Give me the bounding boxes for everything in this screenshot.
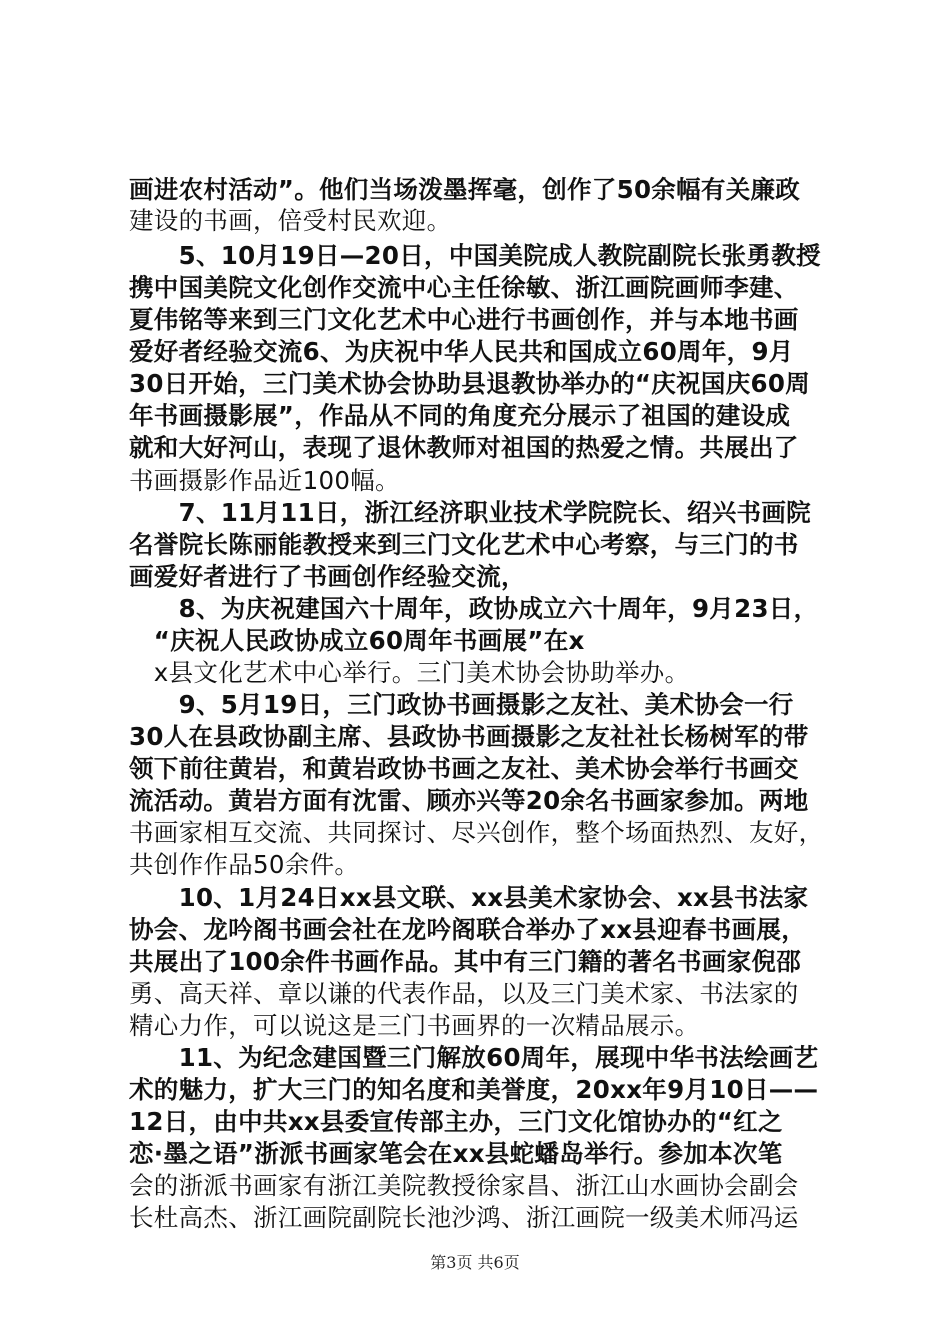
text-line: “庆祝人民政协成立60周年书画展”在x: [129, 626, 585, 655]
text-line: 12日，由中共xx县委宣传部主办，三门文化馆协办的“红之: [129, 1107, 783, 1136]
text-line: 10、1月24日xx县文联、xx县美术家协会、xx县书法家: [129, 883, 809, 912]
text-line: 共创作作品50余件。: [129, 850, 360, 879]
text-line: 术的魅力，扩大三门的知名度和美誉度，20xx年9月10日——: [129, 1075, 819, 1104]
text-line: 11、为纪念建国暨三门解放60周年，展现中华书法绘画艺: [129, 1043, 819, 1072]
text-line: 9、5月19日，三门政协书画摄影之友社、美术协会一行: [129, 690, 794, 719]
text-line: 7、11月11日，浙江经济职业技术学院院长、绍兴书画院: [129, 498, 811, 527]
text-line: 30日开始，三门美术协会协助县退教协举办的“庆祝国庆60周: [129, 369, 810, 398]
page-footer: 第3页 共6页: [430, 1253, 520, 1272]
text-line: 书画摄影作品近100幅。: [129, 466, 400, 495]
text-line: 8、为庆祝建国六十周年，政协成立六十周年，9月23日，: [129, 594, 819, 623]
text-line: 5、10月19日—20日，中国美院成人教院副院长张勇教授: [129, 241, 821, 270]
text-line: 长杜高杰、浙江画院副院长池沙鸿、浙江画院一级美术师冯运: [129, 1203, 799, 1232]
text-line: x县文化艺术中心举行。三门美术协会协助举办。: [129, 658, 690, 687]
text-line: 恋·墨之语”浙派书画家笔会在xx县蛇蟠岛举行。参加本次笔: [129, 1139, 783, 1168]
text-line: 名誉院长陈丽能教授来到三门文化艺术中心考察，与三门的书: [129, 530, 799, 559]
text-line: 勇、高天祥、章以谦的代表作品，以及三门美术家、书法家的: [129, 979, 799, 1008]
text-line: 会的浙派书画家有浙江美院教授徐家昌、浙江山水画协会副会: [129, 1171, 799, 1200]
text-line: 协会、龙吟阁书画会社在龙吟阁联合举办了xx县迎春书画展，: [129, 915, 807, 944]
text-line: 画进农村活动”。他们当场泼墨挥毫，创作了50余幅有关廉政: [129, 175, 801, 204]
text-line: 画爱好者进行了书画创作经验交流，: [129, 562, 526, 591]
text-line: 书画家相互交流、共同探讨、尽兴创作，整个场面热烈、友好，: [129, 818, 824, 847]
text-line: 流活动。黄岩方面有沈雷、顾亦兴等20余名书画家参加。两地: [129, 786, 809, 815]
text-line: 领下前往黄岩，和黄岩政协书画之友社、美术协会举行书画交: [129, 754, 799, 783]
text-line: 共展出了100余件书画作品。其中有三门籍的著名书画家倪邵: [129, 947, 802, 976]
text-line: 30人在县政协副主席、县政协书画摄影之友社社长杨树军的带: [129, 722, 809, 751]
text-line: 夏伟铭等来到三门文化艺术中心进行书画创作，并与本地书画: [129, 305, 799, 334]
text-line: 携中国美院文化创作交流中心主任徐敏、浙江画院画师李建、: [129, 273, 799, 302]
text-line: 爱好者经验交流6、为庆祝中华人民共和国成立60周年，9月: [129, 337, 794, 366]
text-line: 就和大好河山，表现了退休教师对祖国的热爱之情。共展出了: [129, 433, 799, 462]
text-line: 建设的书画，倍受村民欢迎。: [129, 206, 452, 235]
text-line: 年书画摄影展”，作品从不同的角度充分展示了祖国的建设成: [129, 401, 791, 430]
text-line: 精心力作，可以说这是三门书画界的一次精品展示。: [129, 1011, 700, 1040]
